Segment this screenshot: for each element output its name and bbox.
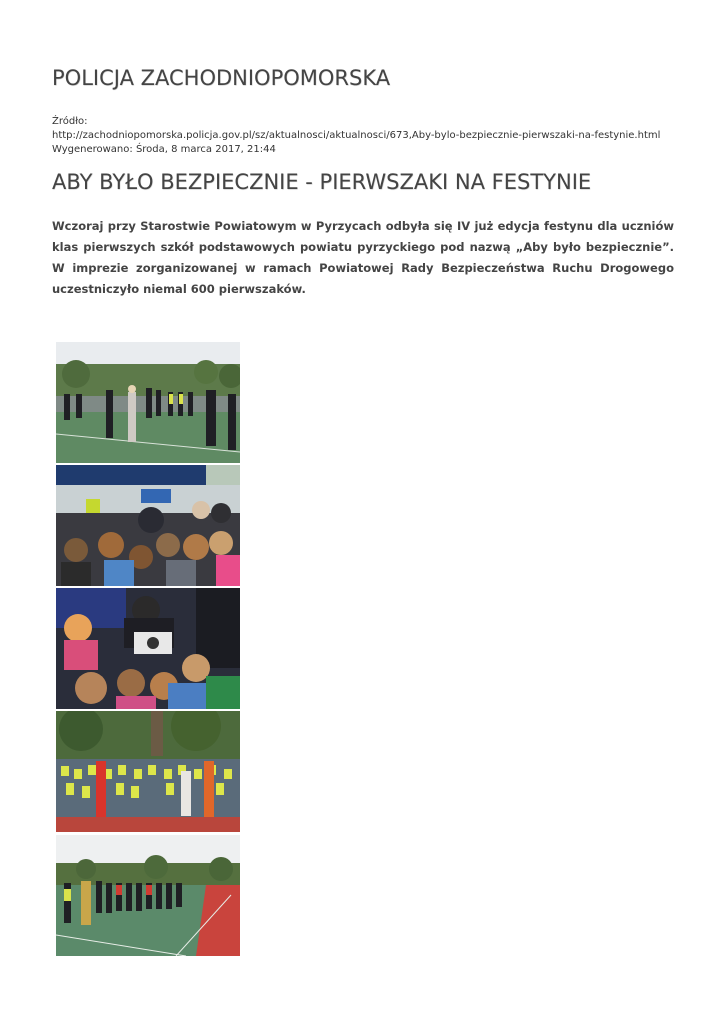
source-url[interactable]: http://zachodniopomorska.policja.gov.pl/sz/aktualnosci/aktualnosci/673,Aby-bylo-bezpiecznie-pierwszaki-na-festynie.html — [52, 130, 661, 141]
photo-group-image — [56, 711, 240, 832]
photo-tent-image — [56, 465, 240, 586]
article-title: ABY BYŁO BEZPIECZNIE - PIERWSZAKI NA FESTYNIE — [52, 170, 592, 194]
gallery-photo-3[interactable] — [56, 588, 240, 709]
article-lead: Wczoraj przy Starostwie Powiatowym w Pyrzycach odbyła się IV już edycja festynu dla uczniów klas pierwszych szkół podstawowych powiatu pyrzyckiego pod nazwą „Aby było bezpiecznie”. W imprezie zorganizowanej w ramach Powiatowej Rady Bezpieczeństwa Ruchu Drogowego uczestniczyło niemal 600 pierwszaków. — [52, 219, 674, 296]
photo-device-image — [56, 588, 240, 709]
generated-date: Wygenerowano: Środa, 8 marca 2017, 21:44 — [52, 144, 276, 155]
gallery-photo-1[interactable] — [56, 342, 240, 463]
gallery-photo-2[interactable] — [56, 465, 240, 586]
gallery-photo-4[interactable] — [56, 711, 240, 832]
document-meta — [52, 115, 660, 157]
gallery-photo-5[interactable] — [56, 835, 240, 956]
source-label: Źródło: — [52, 116, 88, 127]
photo-ceremony-image — [56, 342, 240, 463]
photo-court-image — [56, 835, 240, 956]
site-title: POLICJA ZACHODNIOPOMORSKA — [52, 66, 391, 90]
